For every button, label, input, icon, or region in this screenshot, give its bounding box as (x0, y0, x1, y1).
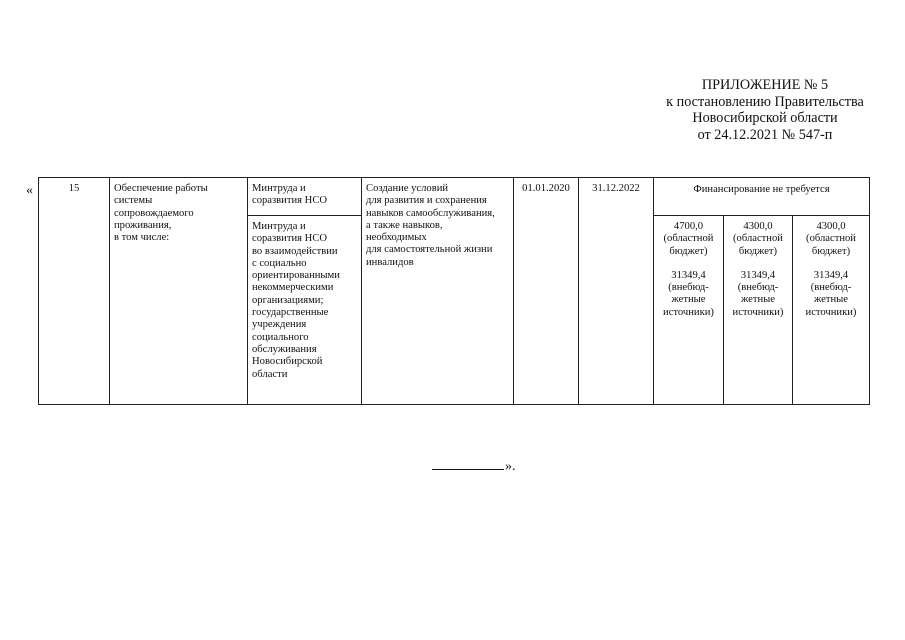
appendix-region-line: Новосибирской области (692, 110, 838, 127)
goal-cell (362, 178, 514, 405)
executor-bottom-text: Минтруда и соразвития НСО во взаимодействии с социально ориентированными некоммерческими организациями; государственные учреждения социального обслуживания Новосибирской области (252, 221, 340, 380)
financing-note: Финансирование не требуется (693, 184, 830, 195)
financing-extra-1: 31349,4 (внебюд- жетные источники) (663, 269, 714, 318)
appendix-date-line: от 24.12.2021 № 547-п (697, 126, 833, 143)
executor-top-cell (248, 178, 362, 216)
end-date: 31.12.2022 (592, 183, 640, 194)
executor-bottom-cell (248, 216, 362, 405)
activity-text: Обеспечение работы системы сопровождаемого проживания, в том числе: (114, 183, 208, 244)
signature-underline (432, 468, 504, 470)
opening-quote: « (26, 183, 33, 198)
start-date-cell (514, 178, 579, 405)
financing-extra-2: 31349,4 (внебюд- жетные источники) (732, 269, 784, 318)
goal-text: Создание условий для развития и сохранения навыков самообслуживания, а также навыков, необходимых для самостоятельной жизни инвалидов (366, 183, 495, 268)
start-date: 01.01.2020 (522, 183, 570, 194)
activity-cell (110, 178, 248, 405)
financing-note-cell (654, 178, 870, 216)
financing-regional-2: 4300,0 (областной бюджет) (733, 221, 783, 257)
financing-year-2-cell (724, 216, 793, 405)
closing-quote: ». (505, 459, 516, 474)
appendix-header (600, 77, 905, 143)
closing-line (432, 459, 516, 475)
executor-top-text: Минтруда и соразвития НСО (252, 183, 328, 207)
financing-regional-3: 4300,0 (областной бюджет) (806, 221, 856, 257)
appendix-title: ПРИЛОЖЕНИЕ № 5 (701, 77, 829, 93)
activity-table (38, 177, 870, 405)
end-date-cell (579, 178, 654, 405)
financing-extra-3: 31349,4 (внебюд- жетные источники) (805, 269, 857, 318)
appendix-resolution-line: к постановлению Правительства (666, 93, 864, 110)
row-number-cell (39, 178, 110, 405)
row-number: 15 (68, 183, 80, 194)
financing-regional-1: 4700,0 (областной бюджет) (663, 221, 714, 257)
financing-year-3-cell (793, 216, 870, 405)
financing-year-1-cell (654, 216, 724, 405)
table-row (39, 178, 870, 216)
